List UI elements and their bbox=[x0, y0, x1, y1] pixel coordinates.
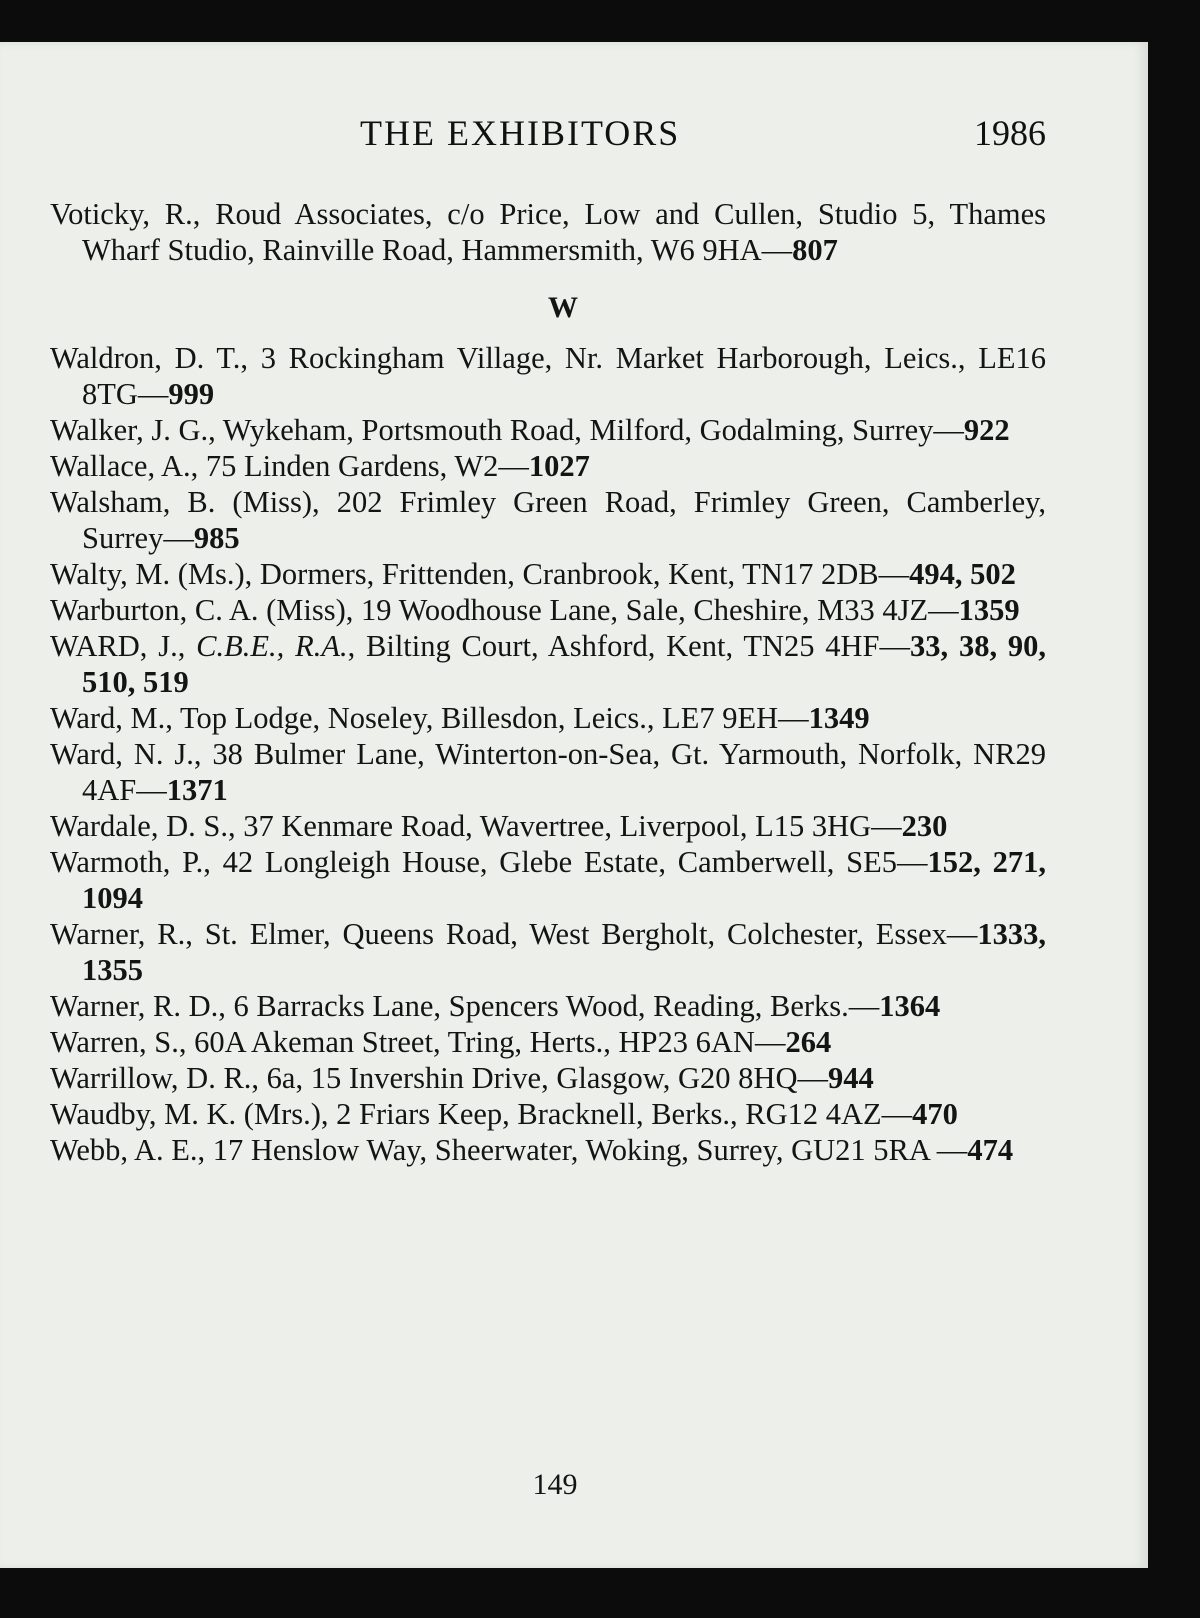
entry-catalogue-numbers: 474 bbox=[967, 1133, 1014, 1167]
entry-text: Walker, J. G., Wykeham, Portsmouth Road, Milford, Godalming, Surrey— bbox=[50, 413, 964, 447]
entry-catalogue-numbers: 264 bbox=[785, 1025, 832, 1059]
entry-text: Warmoth, P., 42 Longleigh House, Glebe Estate, Camberwell, SE5— bbox=[50, 845, 928, 879]
entry-catalogue-numbers: 1364 bbox=[879, 989, 941, 1023]
exhibitor-entry bbox=[50, 1132, 1046, 1168]
page-header bbox=[0, 112, 1046, 160]
exhibitor-entry bbox=[50, 448, 1046, 484]
exhibitor-entry bbox=[50, 412, 1046, 448]
exhibitor-entry bbox=[50, 556, 1046, 592]
entry-text: Warrillow, D. R., 6a, 15 Invershin Drive, Glasgow, G20 8HQ— bbox=[50, 1061, 828, 1095]
entry-catalogue-numbers: 152, 271, 1094 bbox=[82, 845, 1047, 915]
entry-catalogue-numbers: 470 bbox=[912, 1097, 958, 1131]
page-title: THE EXHIBITORS bbox=[360, 113, 681, 153]
entry-text: Wardale, D. S., 37 Kenmare Road, Wavertree, Liverpool, L15 3HG— bbox=[50, 809, 902, 843]
entry-address: , Bilting Court, Ashford, Kent, TN25 4HF— bbox=[347, 629, 911, 663]
entry-catalogue-numbers: 33, 38, 90, 510, 519 bbox=[82, 629, 1046, 699]
entry-catalogue-numbers: 230 bbox=[901, 809, 948, 843]
exhibitor-entry bbox=[50, 592, 1046, 628]
entry-catalogue-numbers: 1349 bbox=[808, 701, 870, 735]
entry-text: Warburton, C. A. (Miss), 19 Woodhouse Lane, Sale, Cheshire, M33 4JZ— bbox=[50, 593, 959, 627]
header-year: 1986 bbox=[974, 113, 1046, 153]
exhibitor-entry bbox=[50, 1024, 1046, 1060]
entry-catalogue-numbers: 807 bbox=[792, 233, 838, 267]
entry-catalogue-numbers: 944 bbox=[828, 1061, 874, 1095]
entry-catalogue-numbers: 1027 bbox=[528, 449, 590, 483]
entry-text: Ward, M., Top Lodge, Noseley, Billesdon, Leics., LE7 9EH— bbox=[50, 701, 809, 735]
exhibitor-entry bbox=[50, 196, 1046, 268]
entry-text: Wallace, A., 75 Linden Gardens, W2— bbox=[50, 449, 529, 483]
exhibitor-entry bbox=[50, 700, 1046, 736]
entry-text: Ward, N. J., 38 Bulmer Lane, Winterton-on-Sea, Gt. Yarmouth, Norfolk, NR29 4AF— bbox=[50, 737, 1046, 807]
entry-text: WARD, J., bbox=[50, 629, 197, 663]
entry-text: Webb, A. E., 17 Henslow Way, Sheerwater, Woking, Surrey, GU21 5RA — bbox=[50, 1133, 968, 1167]
entries-before-section bbox=[50, 196, 1046, 268]
entry-catalogue-numbers: 1371 bbox=[166, 773, 228, 807]
exhibitor-entry bbox=[50, 1060, 1046, 1096]
entry-catalogue-numbers: 999 bbox=[168, 377, 215, 411]
entry-catalogue-numbers: 1333, 1355 bbox=[82, 917, 1046, 987]
entry-catalogue-numbers: 494, 502 bbox=[909, 557, 1016, 591]
exhibitor-entry bbox=[50, 736, 1046, 808]
entry-catalogue-numbers: 985 bbox=[193, 521, 240, 555]
exhibitor-entry bbox=[50, 916, 1046, 988]
exhibitor-entry bbox=[50, 844, 1046, 916]
entry-catalogue-numbers: 922 bbox=[963, 413, 1010, 447]
exhibitor-list bbox=[50, 196, 1046, 1168]
entry-honours: C.B.E., R.A. bbox=[196, 629, 348, 663]
exhibitor-entry bbox=[50, 340, 1046, 412]
entry-text: Voticky, R., Roud Associates, c/o Price, Low and Cullen, Studio 5, Thames Wharf Studio, Rainville Road, Hammersmith, W6 9HA— bbox=[50, 197, 1046, 267]
exhibitor-entry bbox=[50, 484, 1046, 556]
entry-text: Walsham, B. (Miss), 202 Frimley Green Road, Frimley Green, Camberley, Surrey— bbox=[50, 485, 1046, 555]
section-letter: W bbox=[548, 291, 578, 324]
entry-text: Warren, S., 60A Akeman Street, Tring, Herts., HP23 6AN— bbox=[50, 1025, 786, 1059]
exhibitor-entry bbox=[50, 808, 1046, 844]
entry-text: Walty, M. (Ms.), Dormers, Frittenden, Cranbrook, Kent, TN17 2DB— bbox=[50, 557, 910, 591]
exhibitor-entry bbox=[50, 1096, 1046, 1132]
entry-text: Warner, R., St. Elmer, Queens Road, West Bergholt, Colchester, Essex— bbox=[50, 917, 978, 951]
exhibitor-entry bbox=[50, 628, 1046, 700]
entry-text: Waldron, D. T., 3 Rockingham Village, Nr. Market Harborough, Leics., LE16 8TG— bbox=[50, 341, 1046, 411]
page-number: 149 bbox=[532, 1468, 578, 1501]
entries-w-section bbox=[50, 340, 1046, 1168]
exhibitor-entry bbox=[50, 988, 1046, 1024]
entry-text: Waudby, M. K. (Mrs.), 2 Friars Keep, Bracknell, Berks., RG12 4AZ— bbox=[50, 1097, 913, 1131]
entry-text: Warner, R. D., 6 Barracks Lane, Spencers Wood, Reading, Berks.— bbox=[50, 989, 880, 1023]
entry-catalogue-numbers: 1359 bbox=[958, 593, 1020, 627]
